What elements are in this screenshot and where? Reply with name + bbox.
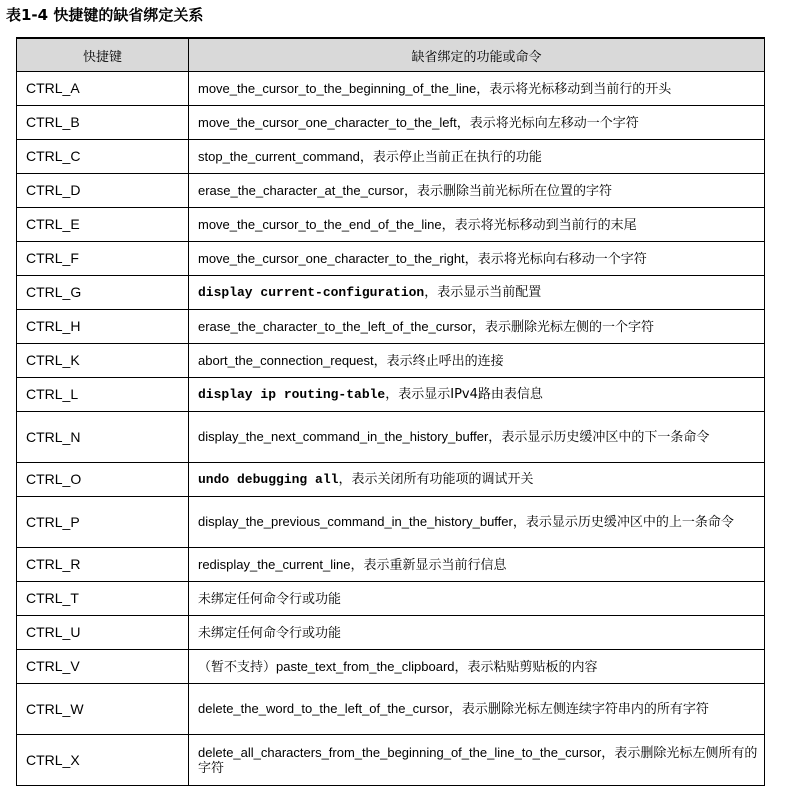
function-description: 表示删除光标左侧连续字符串内的所有字符 <box>461 702 709 717</box>
function-cell <box>189 310 765 344</box>
shortcut-key-cell: CTRL_N <box>17 412 189 463</box>
function-name: abort_the_connection_request <box>198 352 374 368</box>
table-row <box>17 616 765 650</box>
header-shortcut: 快捷键 <box>17 38 189 72</box>
separator: ， <box>454 659 468 675</box>
function-cell <box>189 242 765 276</box>
function-name: display ip routing-table <box>198 387 386 402</box>
function-description: 表示显示历史缓冲区中的下一条命令 <box>501 430 710 445</box>
function-name: undo debugging all <box>198 472 339 487</box>
shortcut-key-cell: CTRL_A <box>17 72 189 106</box>
function-cell <box>189 174 765 208</box>
separator: ， <box>441 217 455 233</box>
separator: ， <box>601 745 615 761</box>
function-description: 未绑定任何命令行或功能 <box>198 591 342 607</box>
function-cell <box>189 106 765 140</box>
function-name: redisplay_the_current_line <box>198 556 351 572</box>
table-header-row <box>17 38 765 72</box>
separator: ， <box>471 319 485 335</box>
function-name: move_the_cursor_one_character_to_the_left <box>198 114 457 130</box>
table-row <box>17 548 765 582</box>
shortcut-key-cell: CTRL_B <box>17 106 189 140</box>
shortcut-table <box>16 37 765 786</box>
function-description: 表示将光标向右移动一个字符 <box>477 251 647 267</box>
function-description: 表示将光标向左移动一个字符 <box>469 115 639 131</box>
function-cell <box>189 548 765 582</box>
function-cell <box>189 412 765 463</box>
function-name: move_the_cursor_to_the_end_of_the_line <box>198 216 442 232</box>
function-description: 表示粘贴剪贴板的内容 <box>467 659 598 675</box>
shortcut-key-cell: CTRL_K <box>17 344 189 378</box>
function-description: 表示删除当前光标所在位置的字符 <box>416 183 612 199</box>
function-cell <box>189 735 765 786</box>
shortcut-key-cell: CTRL_V <box>17 650 189 684</box>
shortcut-key-cell: CTRL_T <box>17 582 189 616</box>
function-name: stop_the_current_command <box>198 148 360 164</box>
separator: ， <box>385 387 399 402</box>
shortcut-key-cell: CTRL_U <box>17 616 189 650</box>
function-description: 表示终止呼出的连接 <box>386 353 504 369</box>
function-description: 未绑定任何命令行或功能 <box>198 625 342 641</box>
table-row <box>17 242 765 276</box>
shortcut-key-cell: CTRL_G <box>17 276 189 310</box>
table-row <box>17 582 765 616</box>
table-row <box>17 684 765 735</box>
separator: ， <box>464 251 478 267</box>
separator: ， <box>456 115 470 131</box>
function-cell <box>189 650 765 684</box>
table-row <box>17 208 765 242</box>
function-name: move_the_cursor_one_character_to_the_right <box>198 250 465 266</box>
separator: ， <box>512 515 526 530</box>
function-cell <box>189 497 765 548</box>
table-row <box>17 344 765 378</box>
separator: ， <box>448 702 462 717</box>
shortcut-key-cell: CTRL_H <box>17 310 189 344</box>
function-name: erase_the_character_at_the_cursor <box>198 182 404 198</box>
function-description: 表示关闭所有功能项的调试开关 <box>351 472 534 487</box>
shortcut-key-cell: CTRL_D <box>17 174 189 208</box>
separator: ， <box>476 81 490 97</box>
header-function: 缺省绑定的功能或命令 <box>189 38 765 72</box>
function-cell <box>189 140 765 174</box>
function-description: 表示显示历史缓冲区中的上一条命令 <box>525 515 734 530</box>
table-row <box>17 276 765 310</box>
function-cell <box>189 463 765 497</box>
function-cell <box>189 72 765 106</box>
function-name: display_the_next_command_in_the_history_buffer <box>198 429 489 444</box>
shortcut-key-cell: CTRL_F <box>17 242 189 276</box>
shortcut-key-cell: CTRL_W <box>17 684 189 735</box>
function-name: （暂不支持）paste_text_from_the_clipboard <box>198 658 455 674</box>
shortcut-key-cell: CTRL_R <box>17 548 189 582</box>
separator: ， <box>350 557 364 573</box>
function-description: 表示显示IPv4路由表信息 <box>398 387 543 402</box>
function-name: move_the_cursor_to_the_beginning_of_the_line <box>198 80 477 96</box>
separator: ， <box>403 183 417 199</box>
function-name: display current-configuration <box>198 285 425 300</box>
separator: ， <box>488 430 502 445</box>
table-row <box>17 497 765 548</box>
function-cell <box>189 684 765 735</box>
shortcut-key-cell: CTRL_P <box>17 497 189 548</box>
function-cell <box>189 276 765 310</box>
table-row <box>17 463 765 497</box>
table-row <box>17 650 765 684</box>
function-cell <box>189 378 765 412</box>
separator: ， <box>373 353 387 369</box>
table-row <box>17 378 765 412</box>
function-cell <box>189 616 765 650</box>
function-cell <box>189 582 765 616</box>
shortcut-key-cell: CTRL_C <box>17 140 189 174</box>
separator: ， <box>338 472 352 487</box>
separator: ， <box>424 285 438 300</box>
separator: ， <box>359 149 373 165</box>
table-row <box>17 106 765 140</box>
table-row <box>17 735 765 786</box>
table-row <box>17 72 765 106</box>
table-row <box>17 310 765 344</box>
function-description: 表示显示当前配置 <box>437 285 542 300</box>
table-row <box>17 412 765 463</box>
function-name: delete_all_characters_from_the_beginning_of_the_line_to_the_cursor <box>198 744 602 760</box>
function-description: 表示将光标移动到当前行的末尾 <box>454 217 637 233</box>
function-name: delete_the_word_to_the_left_of_the_cursor <box>198 701 449 716</box>
function-description: 表示删除光标左侧的一个字符 <box>484 319 654 335</box>
table-caption: 表1-4 快捷键的缺省绑定关系 <box>6 6 204 24</box>
shortcut-key-cell: CTRL_E <box>17 208 189 242</box>
function-cell <box>189 208 765 242</box>
function-description: 表示将光标移动到当前行的开头 <box>489 81 672 97</box>
shortcut-key-cell: CTRL_L <box>17 378 189 412</box>
function-description: 表示停止当前正在执行的功能 <box>372 149 542 165</box>
function-description: 表示删除光标左侧所有的字符 <box>198 745 758 776</box>
function-name: display_the_previous_command_in_the_history_buffer <box>198 514 513 529</box>
shortcut-key-cell: CTRL_X <box>17 735 189 786</box>
function-name: erase_the_character_to_the_left_of_the_cursor <box>198 318 472 334</box>
table-row <box>17 140 765 174</box>
function-description: 表示重新显示当前行信息 <box>363 557 507 573</box>
function-cell <box>189 344 765 378</box>
table-row <box>17 174 765 208</box>
shortcut-key-cell: CTRL_O <box>17 463 189 497</box>
